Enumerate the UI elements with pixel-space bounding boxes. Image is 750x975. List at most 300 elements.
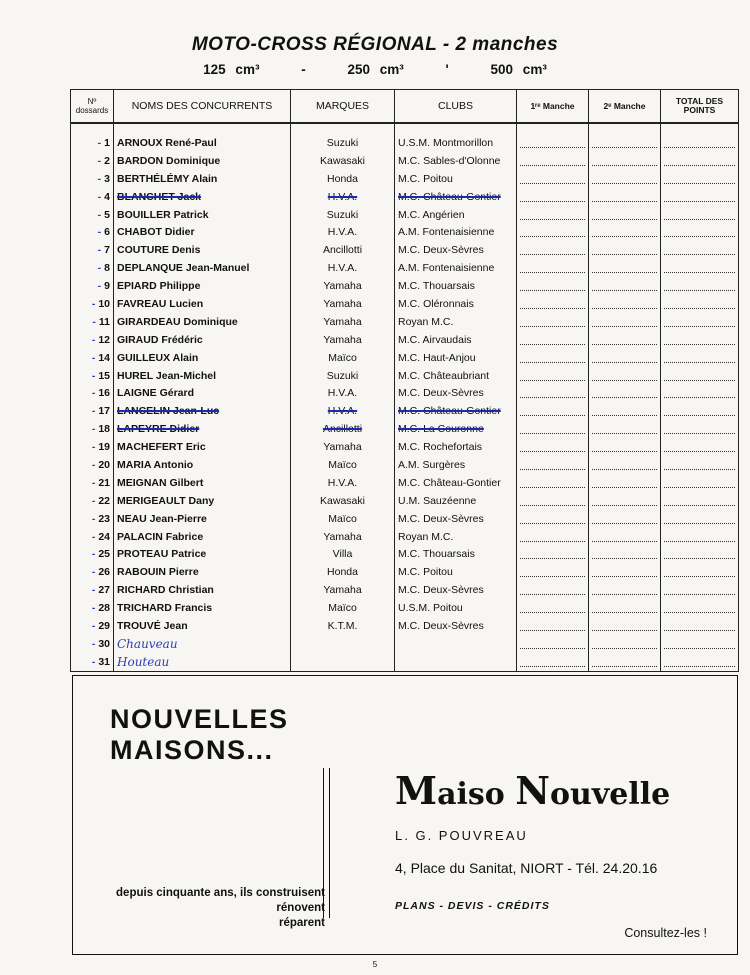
motorcycle-brand <box>291 277 395 295</box>
score-manche-2[interactable] <box>589 206 661 224</box>
motorcycle-brand <box>291 617 395 635</box>
col-header-names: NOMS DES CONCURRENTS <box>114 90 291 124</box>
motorcycle-brand <box>291 259 395 277</box>
competitor-name <box>114 492 291 510</box>
table-row <box>71 134 739 152</box>
score-manche-2[interactable] <box>589 653 661 671</box>
dotted-line <box>520 299 585 309</box>
score-manche-1[interactable] <box>517 295 589 313</box>
club-name-text: M.C. Angérien <box>398 208 465 221</box>
score-total[interactable] <box>661 402 739 420</box>
motorcycle-brand-text: Maïco <box>328 458 357 471</box>
dossard-number-text: 21 <box>98 476 110 489</box>
dossard-number <box>71 474 114 492</box>
checkmark-icon: ‐ <box>91 423 96 436</box>
motorcycle-brand-text: Honda <box>327 566 358 579</box>
competitor-name <box>114 510 291 528</box>
score-total[interactable] <box>661 259 739 277</box>
score-manche-2[interactable] <box>589 349 661 367</box>
dotted-line <box>592 174 657 184</box>
score-manche-1[interactable] <box>517 456 589 474</box>
competitor-name-text: LANCELIN Jean-Luc <box>117 405 220 418</box>
score-manche-2[interactable] <box>589 438 661 456</box>
ad-tagline-line-3: réparent <box>278 917 325 929</box>
table-row <box>71 277 739 295</box>
competitor-name-text: LAIGNE Gérard <box>117 387 195 400</box>
score-total[interactable] <box>661 152 739 170</box>
score-total[interactable] <box>661 456 739 474</box>
dotted-line <box>520 496 585 506</box>
club-name-text: Royan M.C. <box>398 530 454 543</box>
checkmark-icon: ‐ <box>91 530 96 543</box>
score-total[interactable] <box>661 188 739 206</box>
table-row <box>71 545 739 563</box>
score-manche-2[interactable] <box>589 474 661 492</box>
dotted-line <box>520 424 585 434</box>
motorcycle-brand <box>291 653 395 671</box>
club-name-text: M.C. Deux-Sèvres <box>398 387 484 400</box>
motorcycle-brand-text: Maïco <box>328 602 357 615</box>
score-manche-1[interactable] <box>517 241 589 259</box>
dossard-number-text: 17 <box>98 405 110 418</box>
score-total[interactable] <box>661 653 739 671</box>
dotted-line <box>520 353 585 363</box>
score-manche-1[interactable] <box>517 635 589 653</box>
dotted-line <box>664 621 735 631</box>
score-manche-2[interactable] <box>589 367 661 385</box>
competitor-name <box>114 653 291 671</box>
competitor-name <box>114 528 291 546</box>
club-name <box>395 259 517 277</box>
club-name <box>395 277 517 295</box>
dotted-line <box>520 388 585 398</box>
score-manche-1[interactable] <box>517 581 589 599</box>
score-total[interactable] <box>661 581 739 599</box>
score-manche-1[interactable] <box>517 313 589 331</box>
checkmark-icon: ‐ <box>91 476 96 489</box>
checkmark-icon: ‐ <box>91 297 96 310</box>
table-row <box>71 456 739 474</box>
dossard-number <box>71 367 114 385</box>
dotted-line <box>664 210 735 220</box>
page-number: 5 <box>372 960 378 969</box>
club-name-text: M.C. Rochefortais <box>398 441 483 454</box>
dotted-line <box>592 496 657 506</box>
score-manche-2[interactable] <box>589 295 661 313</box>
checkmark-icon: ‐ <box>91 369 96 382</box>
table-row <box>71 241 739 259</box>
motorcycle-brand-text: Villa <box>332 548 353 561</box>
competitor-name-text: RICHARD Christian <box>117 584 214 597</box>
score-total[interactable] <box>661 223 739 241</box>
dossard-number-text: 8 <box>104 262 110 275</box>
competitor-name <box>114 170 291 188</box>
ad-headline-line-2: MAISONS... <box>110 735 274 765</box>
dotted-line <box>664 406 735 416</box>
score-manche-1[interactable] <box>517 510 589 528</box>
class-separator: ' <box>445 62 449 77</box>
competitor-name-text: LAPEYRE Didier <box>117 423 200 436</box>
score-total[interactable] <box>661 474 739 492</box>
checkmark-icon: ‐ <box>97 190 102 203</box>
motorcycle-brand-text: Yamaha <box>323 584 362 597</box>
score-manche-2[interactable] <box>589 545 661 563</box>
score-total[interactable] <box>661 206 739 224</box>
score-total[interactable] <box>661 349 739 367</box>
score-manche-1[interactable] <box>517 206 589 224</box>
score-manche-1[interactable] <box>517 259 589 277</box>
club-name <box>395 492 517 510</box>
dotted-line <box>664 478 735 488</box>
competitor-name-text: Chauveau <box>117 636 178 651</box>
ad-services: PLANS - DEVIS - CRÉDITS <box>395 900 550 912</box>
score-total[interactable] <box>661 599 739 617</box>
checkmark-icon: ‐ <box>91 602 96 615</box>
motorcycle-brand-text: Yamaha <box>323 530 362 543</box>
dotted-line <box>664 388 735 398</box>
col-header-clubs: CLUBS <box>395 90 517 124</box>
motorcycle-brand <box>291 492 395 510</box>
motorcycle-brand-text: Yamaha <box>323 333 362 346</box>
dotted-line <box>520 156 585 166</box>
score-manche-2[interactable] <box>589 223 661 241</box>
checkmark-icon: ‐ <box>91 584 96 597</box>
score-manche-2[interactable] <box>589 331 661 349</box>
club-name-text: M.C. La Couronne <box>398 423 484 436</box>
dossard-number <box>71 313 114 331</box>
club-name-text: U.S.M. Montmorillon <box>398 136 494 149</box>
table-row <box>71 188 739 206</box>
club-name <box>395 152 517 170</box>
dossard-number <box>71 510 114 528</box>
competitor-name <box>114 223 291 241</box>
motorcycle-brand-text: H.V.A. <box>327 190 358 203</box>
checkmark-icon: ‐ <box>97 226 102 239</box>
competitor-name <box>114 402 291 420</box>
score-total[interactable] <box>661 331 739 349</box>
dotted-line <box>592 478 657 488</box>
score-manche-1[interactable] <box>517 188 589 206</box>
score-total[interactable] <box>661 492 739 510</box>
checkmark-icon: ‐ <box>91 548 96 561</box>
competitor-name-text: DEPLANQUE Jean-Manuel <box>117 262 250 275</box>
dotted-line <box>592 657 657 667</box>
club-name <box>395 349 517 367</box>
club-name-text: M.C. Thouarsais <box>398 548 475 561</box>
dossard-number-text: 24 <box>98 530 110 543</box>
table-row <box>71 581 739 599</box>
score-total[interactable] <box>661 295 739 313</box>
motorcycle-brand <box>291 581 395 599</box>
club-name-text: M.C. Deux-Sèvres <box>398 244 484 257</box>
competitor-name <box>114 545 291 563</box>
club-name-text: U.M. Sauzéenne <box>398 494 477 507</box>
score-manche-2[interactable] <box>589 152 661 170</box>
score-manche-2[interactable] <box>589 563 661 581</box>
motorcycle-brand <box>291 545 395 563</box>
club-name-text: M.C. Sables-d'Olonne <box>398 154 501 167</box>
motorcycle-brand <box>291 384 395 402</box>
competitor-name <box>114 349 291 367</box>
dotted-line <box>664 281 735 291</box>
competitor-name-text: Houteau <box>117 654 170 669</box>
score-total[interactable] <box>661 134 739 152</box>
club-name <box>395 599 517 617</box>
score-manche-1[interactable] <box>517 563 589 581</box>
score-manche-1[interactable] <box>517 223 589 241</box>
table-row <box>71 295 739 313</box>
checkmark-icon: ‐ <box>91 494 96 507</box>
club-name <box>395 223 517 241</box>
competitor-name <box>114 474 291 492</box>
dotted-line <box>664 156 735 166</box>
club-name <box>395 528 517 546</box>
dotted-line <box>592 353 657 363</box>
score-manche-1[interactable] <box>517 402 589 420</box>
dossard-number-text: 11 <box>98 315 110 328</box>
dotted-line <box>520 442 585 452</box>
checkmark-icon: ‐ <box>97 262 102 275</box>
club-name-text: A.M. Fontenaisienne <box>398 262 495 275</box>
dotted-line <box>520 639 585 649</box>
table-row <box>71 367 739 385</box>
score-total[interactable] <box>661 617 739 635</box>
motorcycle-brand <box>291 241 395 259</box>
score-total[interactable] <box>661 438 739 456</box>
score-manche-2[interactable] <box>589 277 661 295</box>
score-manche-1[interactable] <box>517 653 589 671</box>
dotted-line <box>520 406 585 416</box>
score-manche-2[interactable] <box>589 581 661 599</box>
club-name-text: M.C. Thouarsais <box>398 280 475 293</box>
score-manche-1[interactable] <box>517 528 589 546</box>
motorcycle-brand <box>291 510 395 528</box>
competitor-name-text: BOUILLER Patrick <box>117 208 209 221</box>
dotted-line <box>592 621 657 631</box>
competitor-name <box>114 134 291 152</box>
score-manche-1[interactable] <box>517 152 589 170</box>
score-manche-2[interactable] <box>589 134 661 152</box>
ad-headline-line-1: NOUVELLES <box>110 704 289 734</box>
competitor-name-text: HUREL Jean-Michel <box>117 369 216 382</box>
motorcycle-brand <box>291 313 395 331</box>
dossard-number-text: 12 <box>98 333 110 346</box>
dotted-line <box>592 156 657 166</box>
dossard-number <box>71 599 114 617</box>
checkmark-icon: ‐ <box>97 208 102 221</box>
col-header-manche-2: 2ᵉ Manche <box>589 90 661 124</box>
ad-tagline <box>116 886 325 931</box>
table-row <box>71 563 739 581</box>
table-row <box>71 402 739 420</box>
class-separator: - <box>301 62 306 77</box>
competitor-name <box>114 367 291 385</box>
competitor-name <box>114 259 291 277</box>
dossard-number <box>71 295 114 313</box>
club-name <box>395 134 517 152</box>
score-total[interactable] <box>661 545 739 563</box>
score-manche-1[interactable] <box>517 349 589 367</box>
dossard-number <box>71 259 114 277</box>
dossard-number <box>71 152 114 170</box>
club-name-text: A.M. Surgères <box>398 458 466 471</box>
score-manche-2[interactable] <box>589 635 661 653</box>
score-manche-1[interactable] <box>517 599 589 617</box>
score-manche-2[interactable] <box>589 528 661 546</box>
dotted-line <box>664 442 735 452</box>
dotted-line <box>592 585 657 595</box>
competitor-name <box>114 617 291 635</box>
dossard-number-text: 27 <box>98 584 110 597</box>
competitor-name-text: CHABOT Didier <box>117 226 195 239</box>
class-250: 250 cm³ <box>347 62 404 77</box>
motorcycle-brand-text: H.V.A. <box>327 405 358 418</box>
brand-initial-m: M <box>395 768 438 813</box>
score-total[interactable] <box>661 384 739 402</box>
dotted-line <box>520 371 585 381</box>
motorcycle-brand <box>291 474 395 492</box>
score-total[interactable] <box>661 510 739 528</box>
score-manche-2[interactable] <box>589 510 661 528</box>
club-name <box>395 545 517 563</box>
club-name <box>395 420 517 438</box>
motorcycle-brand-text: Yamaha <box>323 441 362 454</box>
dossard-number-text: 30 <box>98 637 110 650</box>
ad-headline <box>110 704 289 766</box>
motorcycle-brand <box>291 295 395 313</box>
score-manche-1[interactable] <box>517 474 589 492</box>
score-manche-1[interactable] <box>517 492 589 510</box>
score-manche-1[interactable] <box>517 134 589 152</box>
motorcycle-brand-text: Yamaha <box>323 297 362 310</box>
table-row <box>71 313 739 331</box>
checkmark-icon: ‐ <box>91 333 96 346</box>
dossard-number-text: 9 <box>104 280 110 293</box>
score-manche-2[interactable] <box>589 259 661 277</box>
dotted-line <box>520 138 585 148</box>
club-name <box>395 653 517 671</box>
competitor-name <box>114 241 291 259</box>
club-name <box>395 313 517 331</box>
club-name <box>395 563 517 581</box>
motorcycle-brand-text: Maïco <box>328 351 357 364</box>
dotted-line <box>592 335 657 345</box>
dotted-line <box>592 532 657 542</box>
score-manche-2[interactable] <box>589 456 661 474</box>
brand-initial-n: N <box>515 768 550 813</box>
dossard-number-text: 18 <box>98 423 110 436</box>
score-manche-2[interactable] <box>589 384 661 402</box>
dotted-line <box>592 549 657 559</box>
score-manche-1[interactable] <box>517 331 589 349</box>
dotted-line <box>592 138 657 148</box>
motorcycle-brand <box>291 367 395 385</box>
ad-tagline-line-1: depuis cinquante ans, ils construisent <box>116 887 325 899</box>
table-row <box>71 384 739 402</box>
advertisement <box>72 675 738 955</box>
dotted-line <box>592 388 657 398</box>
score-total[interactable] <box>661 563 739 581</box>
score-total[interactable] <box>661 170 739 188</box>
score-total[interactable] <box>661 277 739 295</box>
score-total[interactable] <box>661 241 739 259</box>
club-name-text: M.C. Deux-Sèvres <box>398 512 484 525</box>
dotted-line <box>592 371 657 381</box>
score-total[interactable] <box>661 313 739 331</box>
score-manche-2[interactable] <box>589 241 661 259</box>
score-manche-2[interactable] <box>589 492 661 510</box>
score-manche-2[interactable] <box>589 617 661 635</box>
motorcycle-brand <box>291 528 395 546</box>
dossard-number <box>71 420 114 438</box>
score-manche-1[interactable] <box>517 384 589 402</box>
dotted-line <box>520 245 585 255</box>
score-manche-1[interactable] <box>517 277 589 295</box>
dossard-number-text: 20 <box>98 458 110 471</box>
dotted-line <box>592 281 657 291</box>
club-name <box>395 188 517 206</box>
club-name-text: U.S.M. Poitou <box>398 602 463 615</box>
motorcycle-brand-text: Kawasaki <box>320 494 365 507</box>
competitor-name-text: TRICHARD Francis <box>117 602 213 615</box>
score-total[interactable] <box>661 420 739 438</box>
score-manche-1[interactable] <box>517 367 589 385</box>
checkmark-icon: ‐ <box>97 244 102 257</box>
motorcycle-brand <box>291 599 395 617</box>
dotted-line <box>664 353 735 363</box>
score-manche-2[interactable] <box>589 313 661 331</box>
ad-consult: Consultez-les ! <box>624 926 707 940</box>
dossard-number-text: 29 <box>98 619 110 632</box>
score-total[interactable] <box>661 367 739 385</box>
dotted-line <box>520 549 585 559</box>
club-name-text: M.C. Châteaubriant <box>398 369 490 382</box>
dotted-line <box>592 442 657 452</box>
score-manche-1[interactable] <box>517 438 589 456</box>
motorcycle-brand <box>291 563 395 581</box>
dossard-number <box>71 563 114 581</box>
score-manche-1[interactable] <box>517 617 589 635</box>
ad-brand <box>395 768 670 813</box>
table-row <box>71 438 739 456</box>
dotted-line <box>664 299 735 309</box>
dossard-number <box>71 223 114 241</box>
score-manche-2[interactable] <box>589 170 661 188</box>
club-name <box>395 295 517 313</box>
dossard-number <box>71 545 114 563</box>
checkmark-icon: ‐ <box>91 351 96 364</box>
score-manche-2[interactable] <box>589 402 661 420</box>
checkmark-icon: ‐ <box>91 405 96 418</box>
score-manche-1[interactable] <box>517 420 589 438</box>
competitor-name-text: COUTURE Denis <box>117 244 201 257</box>
motorcycle-brand <box>291 635 395 653</box>
competitor-name <box>114 277 291 295</box>
score-manche-2[interactable] <box>589 188 661 206</box>
score-manche-2[interactable] <box>589 420 661 438</box>
page-title: MOTO-CROSS RÉGIONAL - 2 manches <box>191 34 559 55</box>
score-manche-2[interactable] <box>589 599 661 617</box>
score-total[interactable] <box>661 528 739 546</box>
score-total[interactable] <box>661 635 739 653</box>
motorcycle-brand-text: K.T.M. <box>327 619 358 632</box>
score-manche-1[interactable] <box>517 170 589 188</box>
dotted-line <box>520 263 585 273</box>
score-manche-1[interactable] <box>517 545 589 563</box>
checkmark-icon: ‐ <box>91 566 96 579</box>
competitor-name <box>114 188 291 206</box>
dossard-number <box>71 635 114 653</box>
